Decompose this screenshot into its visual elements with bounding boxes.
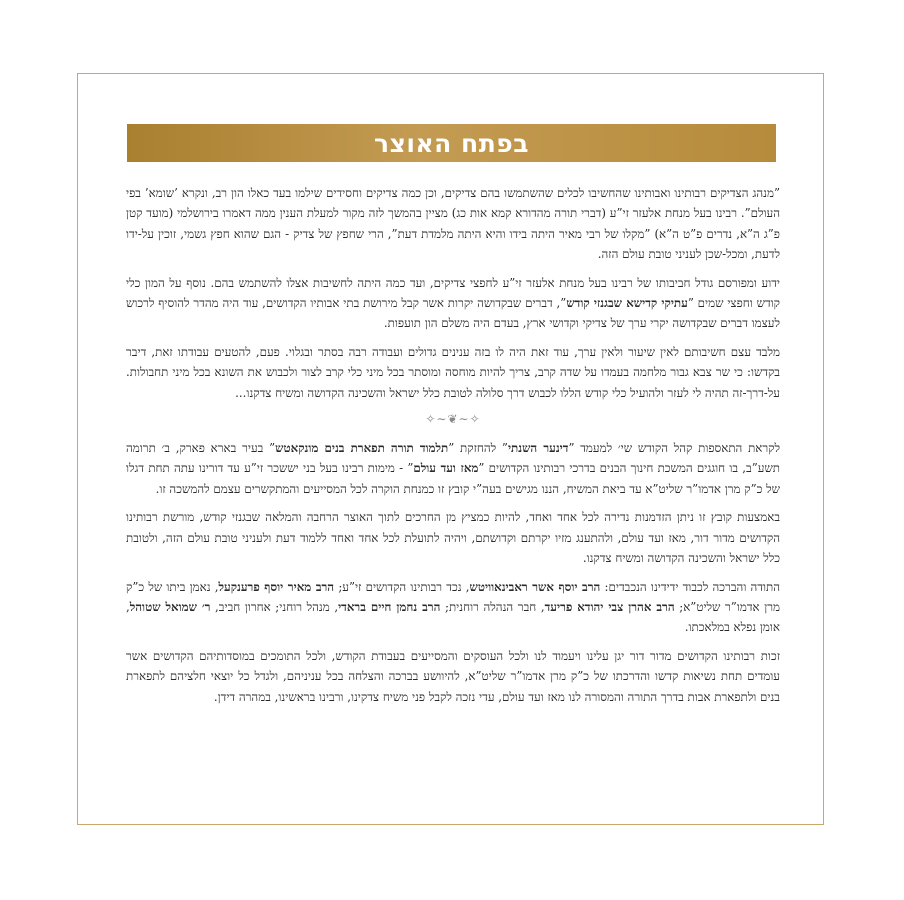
ornament-divider: ✧∽❦∽✧ <box>425 412 481 427</box>
paragraph-5 <box>126 507 780 568</box>
bold-segment: הרב אהרן צבי יהודא פריעד <box>544 599 675 614</box>
bold-segment: דינער השנתי <box>507 441 569 456</box>
text-segment: , אומן נפלא במלאכתו. <box>126 599 780 635</box>
title-banner <box>127 124 776 162</box>
text-segment: ” להחזקת ” <box>448 441 508 456</box>
bold-segment: ר׳ שמואל שטוהל <box>129 599 211 614</box>
paragraph-1 <box>126 183 780 265</box>
bold-segment: הרב יוסף אשר ראבינאוויטש <box>469 579 601 594</box>
text-segment: , נאמן ביתו של כ”ק מרן אדמו”ר שליט”א; <box>126 579 780 614</box>
paragraph-7 <box>126 646 780 707</box>
paragraph-6 <box>126 577 780 638</box>
text-segment: ידוע ומפורסם גודל חביבותו של רבינו בעל מנחת אלעזר זי”ע לחפצי צדיקים, ועד כמה היתה לחשיבות אצלו להשתמש בהם. נוסף על המון כלי קודש וחפצי שמים ” <box>126 275 780 311</box>
bold-segment: תלמוד תורה תפארת בנים מונקאטש <box>275 441 449 456</box>
text-segment: ” - מימות רבינו בעל בני יששכר זי”ע עד דורינו עתה תחת דגלו של כ”ק מרן אדמו”ר שליט”א עד ביאת המשיח, הננו מגישים בעה”י קובץ זו כמנחת הוקרה לכל המסייעים והמתקשרים עצמם להמשכה זו. <box>126 461 780 496</box>
bold-segment: הרב נחמן חיים בראדי <box>338 599 441 614</box>
text-segment: באמצעות קובץ זו ניתן הזדמנות נדירה לכל אחד ואחד, להיות כמציץ מן החרכים לתוך האוצר הרחבה והמלאה שבגנזי קודש, מורשת רבותינו הקדושים מדור דור, מאז ועד עולם, ולהתענג מזיו יקרתם וקדושתם, ויהיה לתועלת לכל אחד ואחד ללמוד דעת ולעניני טובת עולם הזה, ולטובת כלל ישראל והשכינה הקדושה ומשיח צדקנו. <box>126 510 780 566</box>
text-segment: ”, דברים שבקדושה יקרות אשר קבל מירושת בתי אבותיו הקדושים, עוד היה מהדר להוסיף לרכוש לעצמו דברים שבקדושה יקרי ערך של צדיקי וקדושי ארץ, בעדם היה משלם הון תועפות. <box>126 296 780 331</box>
article-body <box>126 183 780 715</box>
bold-segment: עתיקי קדישא שבגנזי קודש <box>566 296 688 311</box>
text-segment: , מנהל רוחני; אחרון חביב, <box>210 599 339 614</box>
text-segment: לקראת התאספות קהל הקודש שי׳ למעמד ” <box>568 441 780 456</box>
text-segment: ”מנהג הצדיקים רבותינו ואבותינו שהחשיבו לכלים שהשתמשו בהם צדיקים, וכן כמה צדיקים וחסידים שילמו בעד כאלו הון רב, ונקרא ’שומא’ בפי העולם”. רבינו בעל מנחת אלעזר זי”ע (דברי תורה מהדורא קמא אות כג) מציין בהמשך לזה מקור למעלת הענין ממה דאמרו בירושלמי (מועד קטן פ”ג ה”א, נדרים פ”ט ה”א) ”מקלו של רבי מאיר היתה בידו והיא היתה מלמדת דעת”, הרי שחפץ של צדיק - הגם שהוא חפץ גשמי, זוכין על-ידו לדעת, ומכל-שכן לעניני טובת עולם הזה. <box>126 186 780 262</box>
text-segment: זכות רבותינו הקדושים מדור דור יגן עלינו ויעמוד לנו ולכל העוסקים והמסייעים בעבודת הקודש, ולכל התומכים במוסדותיהם הקדושים אשר עומדים תחת נשיאות קדשו והדרכתו של כ”ק מרן אדמו”ר שליט”א, להיוושע בברכה והצלחה בכל עניניהם, ולגדל כל יוצאי חלציהם לתפארת בנים ולתפארת אבות בדרך התורה והמסורה לנו מאז ועד עולם, עדי נזכה לקבל פני משיח צדקינו, ורבינו בראשינו, במהרה דידן. <box>126 648 780 704</box>
text-segment: התודה והברכה לכבוד ידידינו הנכבדים: <box>600 579 781 594</box>
text-segment: , נכד רבותינו הקדושים זי”ע; <box>334 579 470 594</box>
bold-segment: הרב מאיר יוסף פרענקעל <box>218 579 335 594</box>
paragraph-2 <box>126 273 780 334</box>
text-segment: , חבר הנהלה רוחנית; <box>440 599 545 614</box>
bold-segment: מאז ועד עולם <box>413 461 479 476</box>
text-segment: ” בעיר בארא פארק, ב׳ תרומה תשע”ב, בו חוגגים המשכת חינוך הבנים בדרכי רבותינו הקדושים ” <box>126 441 780 476</box>
text-segment: מלבד עצם חשיבותם לאין שיעור ולאין ערך, עוד זאת היה לו בזה ענינים גדולים ועבודה רבה בסתר ובגלוי. פעם, להטעים עבודתו זאת, דיבר בקדשו: כי שר צבא גבור מלחמה בעמדו על שדה קרב, צריך להיות מוחסה ומוסתר בכל מיני כלי קרב לצור ולכבוש את השונא בכל מיני תחבולות. על-דרך-זה תהיה לי לעזר ולהועיל כלי קודש הללו לכבוש דרך סלולה לטובת כלל ישראל והשכינה הקדושה ומשיח צדקנו... <box>126 344 780 400</box>
page-title: בפתח האוצר <box>374 128 529 158</box>
paragraph-4 <box>126 438 780 499</box>
paragraph-3 <box>126 342 780 403</box>
